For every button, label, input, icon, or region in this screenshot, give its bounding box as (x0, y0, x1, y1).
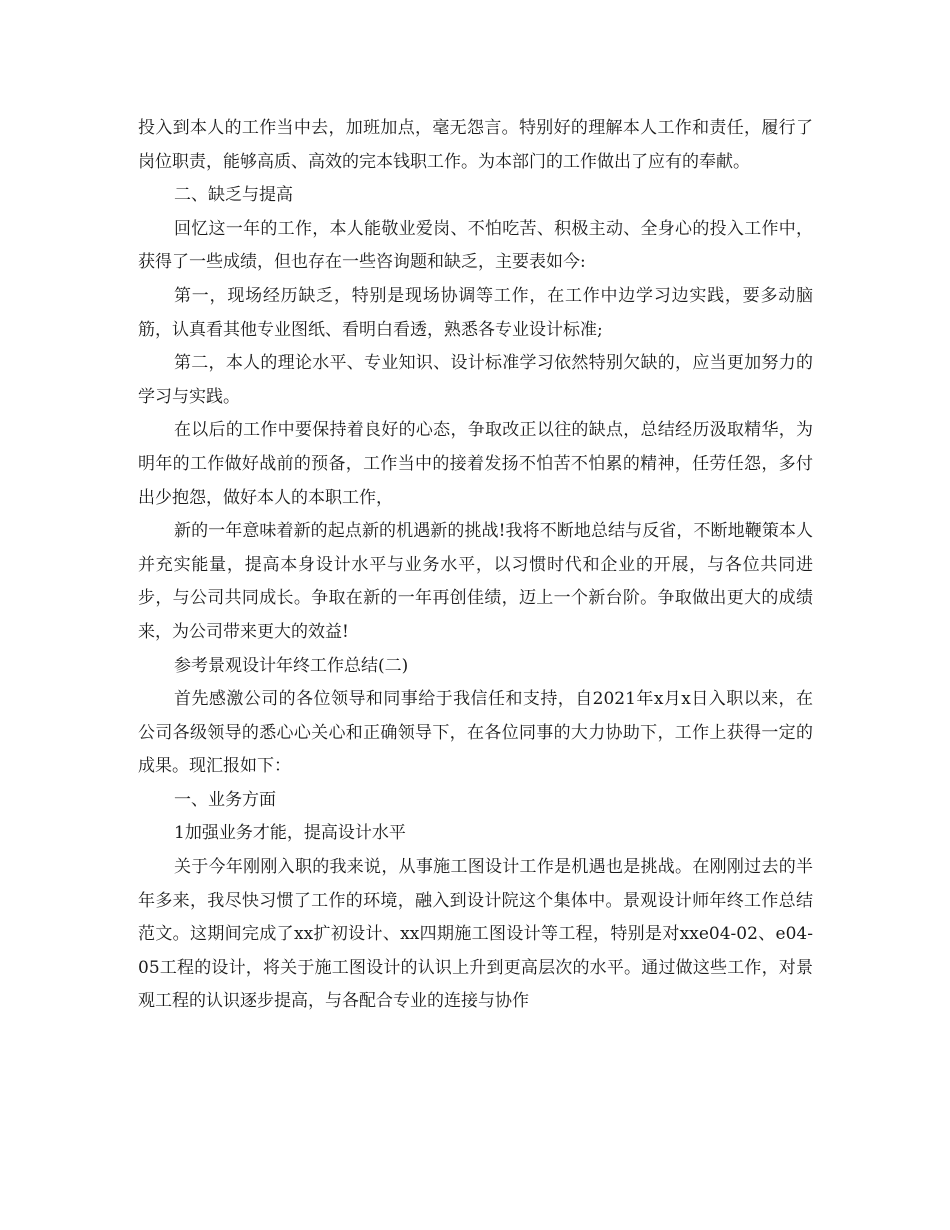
document-page (138, 112, 813, 1019)
paragraph: 第二，本人的理论水平、专业知识、设计标准学习依然特别欠缺的，应当更加努力的学习与实践。 (138, 353, 813, 407)
paragraph: 首先感激公司的各位领导和同事给于我信任和支持，自2021年x月x日入职以来，在公司各级领导的悉心心关心和正确领导下，在各位同事的大力协助下，工作上获得一定的成果。现汇报如下： (138, 689, 813, 777)
paragraph: 回忆这一年的工作，本人能敬业爱岗、不怕吃苦、积极主动、全身心的投入工作中，获得了一些成绩，但也存在一些咨询题和缺乏，主要表如今: (138, 218, 813, 273)
section-heading: 一、业务方面 (174, 789, 276, 810)
paragraph: 新的一年意味着新的起点新的机遇新的挑战!我将不断地总结与反省，不断地鞭策本人并充实能量，提高本身设计水平与业务水平，以习惯时代和企业的开展，与各位共同进步，与公司共同成长。争取在新的一年再创佳绩，迈上一个新台阶。争取做出更大的成绩来，为公司带来更大的效益! (138, 521, 813, 642)
subsection-heading: 1加强业务才能，提高设计水平 (174, 823, 406, 844)
document-title: 参考景观设计年终工作总结(二) (174, 655, 409, 676)
paragraph: 投入到本人的工作当中去，加班加点，毫无怨言。特别好的理解本人工作和责任，履行了岗位职责，能够高质、高效的完本钱职工作。为本部门的工作做出了应有的奉献。 (138, 118, 813, 172)
section-heading: 二、缺乏与提高 (174, 185, 293, 206)
paragraph: 关于今年刚刚入职的我来说，从事施工图设计工作是机遇也是挑战。在刚刚过去的半年多来，我尽快习惯了工作的环境，融入到设计院这个集体中。景观设计师年终工作总结范文。这期间完成了xx扩初设计、xx四期施工图设计等工程，特别是对xxe04-02、e04-05工程的设计，将关于施工图设计的认识上升到更高层次的水平。通过做这些工作，对景观工程的认识逐步提高，与各配合专业的连接与协作 (138, 857, 813, 1012)
paragraph: 在以后的工作中要保持着良好的心态，争取改正以往的缺点，总结经历汲取精华，为明年的工作做好战前的预备，工作当中的接着发扬不怕苦不怕累的精神，任劳任怨，多付出少抱怨，做好本人的本职工作， (138, 420, 813, 508)
paragraph: 第一，现场经历缺乏，特别是现场协调等工作，在工作中边学习边实践，要多动脑筋，认真看其他专业图纸、看明白看透，熟悉各专业设计标准; (138, 285, 813, 340)
